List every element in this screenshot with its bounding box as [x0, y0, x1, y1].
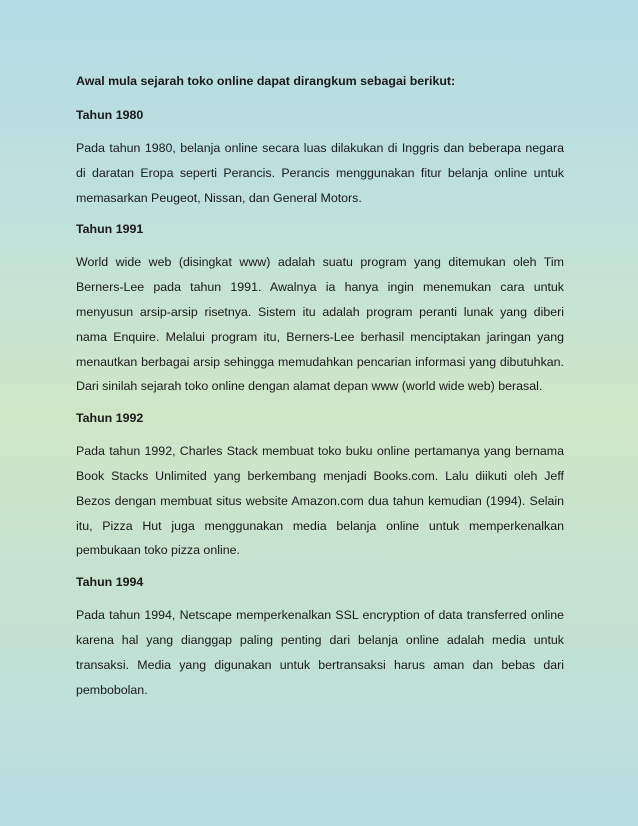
section-heading: Tahun 1980 — [76, 108, 144, 122]
section-1991 — [76, 218, 564, 399]
intro-text: Awal mula sejarah toko online dapat dirangkum sebagai berikut: — [76, 74, 456, 88]
section-paragraph: World wide web (disingkat www) adalah suatu program yang ditemukan oleh Tim Berners-Lee pada tahun 1991. Awalnya ia hanya ingin menemukan cara untuk menyusun arsip-arsip risetnya. Sistem itu adalah program peranti lunak yang diberi nama Enquire. Melalui program itu, Berners-Lee berhasil menciptakan jaringan yang menautkan berbagai arsip sehingga memudahkan pencarian informasi yang dibutuhkan. Dari sinilah sejarah toko online dengan alamat depan www (world wide web) berasal. — [76, 255, 564, 394]
document-page — [76, 70, 564, 710]
section-heading: Tahun 1992 — [76, 411, 144, 426]
section-1980 — [76, 104, 564, 210]
section-1992 — [76, 407, 564, 563]
section-heading: Tahun 1994 — [76, 575, 144, 590]
section-heading: Tahun 1991 — [76, 222, 144, 237]
section-1994 — [76, 571, 564, 702]
section-paragraph: Pada tahun 1994, Netscape memperkenalkan SSL encryption of data transferred online karena hal yang dianggap paling penting dari belanja online adalah media untuk transaksi. Media yang digunakan untuk bertransaksi harus aman dan bebas dari pembobolan. — [76, 608, 564, 697]
section-paragraph: Pada tahun 1980, belanja online secara luas dilakukan di Inggris dan beberapa negara di daratan Eropa seperti Perancis. Perancis menggunakan fitur belanja online untuk memasarkan Peugeot, Nissan, dan General Motors. — [76, 141, 564, 205]
section-paragraph: Pada tahun 1992, Charles Stack membuat toko buku online pertamanya yang bernama Book Stacks Unlimited yang berkembang menjadi Books.com. Lalu diikuti oleh Jeff Bezos dengan membuat situs website Amazon.com dua tahun kemudian (1994). Selain itu, Pizza Hut juga menggunakan media belanja online untuk memperkenalkan pembukaan toko pizza online. — [76, 444, 564, 558]
